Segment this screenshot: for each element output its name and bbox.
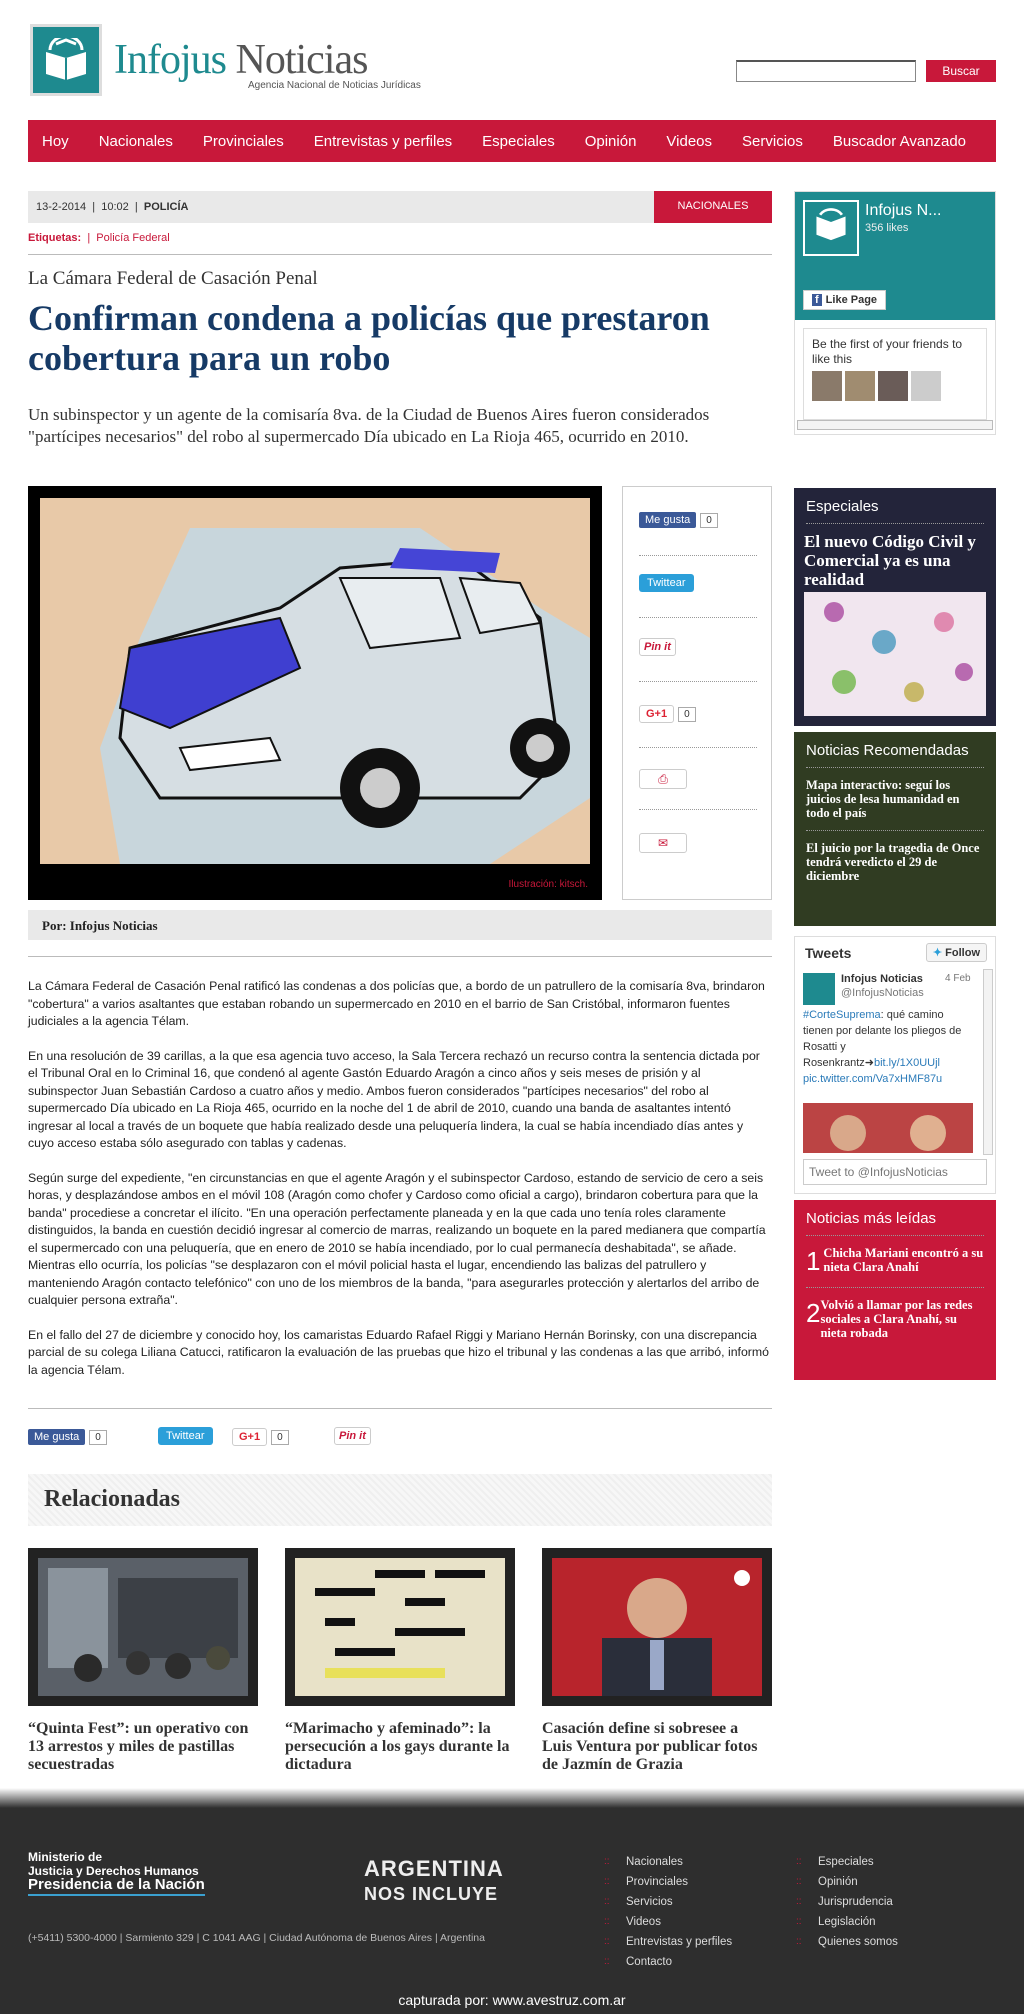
brand-title: Infojus Noticias — [114, 37, 368, 83]
article-body — [28, 978, 772, 1396]
ministry-logo[interactable]: Ministerio de Justicia y Derechos Humanos Presidencia de la Nación — [28, 1850, 205, 1896]
book-logo-icon — [805, 202, 857, 242]
footer-address: (+5411) 5300-4000 | Sarmiento 329 | C 1041 AAG | Ciudad Autónoma de Buenos Aires | Argentina — [28, 1932, 485, 1944]
tweet-pic-link[interactable]: pic.twitter.com/Va7xHMF87u — [803, 1073, 943, 1085]
email-icon[interactable]: ✉ — [639, 833, 687, 853]
article-tags: Etiquetas: | Policía Federal — [28, 232, 170, 244]
related-image[interactable] — [28, 1548, 258, 1706]
especiales-illustration — [804, 592, 986, 716]
hashtag-link[interactable]: #CorteSuprema — [803, 1009, 881, 1021]
fb-page-likes: 356 likes — [865, 222, 909, 234]
footer-link-entrevistas[interactable]: :: Entrevistas y perfiles — [626, 1936, 732, 1948]
tweet-text: #CorteSuprema: qué camino tienen por delante los pliegos de Rosatti y Rosenkrantz➜bit.ly/1X0UUjl pic.twitter.com/Va7xHMF87u — [803, 1009, 962, 1085]
avatar[interactable] — [812, 371, 842, 401]
body-paragraph: Según surge del expediente, "en circunstancias en que el agente Aragón y el subinspector Cardoso, estando de servicio de cero a seis horas, y desplazándose ambos en el móvil 108 (Aragón como chofer y Cardoso como oficial a cargo), brindaron cobertura para que la banda" procediese a concretar el ilícito. "En una operación perfectamente planeada y en la que cada uno tenía roles claramente distinguidos, la banda en cuestión decidió ingresar al comercio de marras, realizando un boquete en la pared medianera que compartía el supermercado con una peluquería, que en enero de 2010 se había incendiado, por lo cual permanecía deshabitada", se añade. Mientras ello ocurría, los policías "se desplazaron con el móvil policial hasta el lugar, encendiendo las balizas del patrullero y manteniendo Aragón contacto telefónico" con uno de los miembros de la banda, "para asegurarles protección y alertarlos del arribo de cualquier persona extraña". — [28, 1170, 766, 1307]
most-read-box — [794, 1200, 996, 1380]
category-badge[interactable]: NACIONALES — [654, 191, 772, 223]
most-read-item[interactable]: 2 Volvió a llamar por las redes sociales a Clara Anahí, su nieta robada — [806, 1298, 973, 1340]
footer — [0, 1808, 1024, 2014]
gplus-button[interactable]: G+1 — [639, 705, 674, 723]
gplus-button[interactable]: G+1 — [232, 1428, 267, 1446]
gplus-count: 0 — [271, 1430, 289, 1445]
related-photo-3 — [542, 1548, 772, 1706]
like-count: 0 — [89, 1430, 107, 1445]
divider — [28, 254, 772, 255]
twitter-bird-icon: ✦ — [932, 947, 943, 959]
tweet-user-name[interactable]: Infojus Noticias — [841, 973, 923, 985]
recommended-link[interactable]: El juicio por la tragedia de Once tendrá veredicto el 29 de diciembre — [806, 841, 980, 883]
avatar[interactable] — [878, 371, 908, 401]
article-kicker: La Cámara Federal de Casación Penal — [28, 268, 318, 289]
facebook-icon: f — [812, 294, 822, 306]
divider — [639, 809, 757, 810]
footer-link-videos[interactable]: :: Videos — [626, 1916, 661, 1928]
related-image[interactable] — [542, 1548, 772, 1706]
divider — [639, 617, 757, 618]
bottom-share-bar — [28, 1430, 772, 1454]
tweet-media-image[interactable] — [803, 1103, 973, 1153]
police-car-illustration — [40, 498, 590, 864]
related-image[interactable] — [285, 1548, 515, 1706]
book-logo-icon — [40, 38, 92, 82]
related-title-link[interactable]: “Quinta Fest”: un operativo con 13 arrestos y miles de pastillas secuestradas — [28, 1720, 249, 1773]
footer-link-legislacion[interactable]: :: Legislación — [818, 1916, 876, 1928]
fb-friend-avatars — [812, 371, 978, 401]
related-photo-2 — [285, 1548, 515, 1706]
avatar[interactable] — [911, 371, 941, 401]
related-heading: Relacionadas — [28, 1474, 772, 1526]
footer-shadow — [0, 1788, 1024, 1808]
facebook-like-button[interactable]: Me gusta — [28, 1429, 85, 1445]
footer-link-quienes-somos[interactable]: :: Quienes somos — [818, 1936, 898, 1948]
pinterest-button[interactable]: Pin it — [639, 638, 676, 656]
facebook-page-widget — [794, 191, 996, 435]
body-paragraph: En una resolución de 39 carillas, a la que esa agencia tuvo acceso, la Sala Tercera rechazó un recurso contra la sentencia dictada por el Tribunal Oral en lo Criminal 16, que condenó al agente Gastón Eduardo Aragón a cinco años y seis meses de prisión y al subinspector Juan Sebastián Cardoso a cuatro años y medio. Ambos fueron considerados "partícipes necesarios" del robo al supermercado Día ubicado en La Rioja 465, ocurrido en la noche del 1 de abril de 2010, cuando una banda de asaltantes intentó ingresar al local a través de un boquete que había realizado desde una peluquería lindera, la cual se había incendiado días antes y cuyo acceso estaba sólo asegurado con tablas y cadenas. — [28, 1048, 760, 1150]
facebook-like-button[interactable]: Me gusta — [639, 512, 696, 528]
nav-videos[interactable]: Videos — [666, 132, 713, 150]
tag-link[interactable]: Policía Federal — [96, 232, 170, 244]
divider — [639, 747, 757, 748]
especiales-box — [794, 488, 996, 726]
nav-especiales[interactable]: Especiales — [482, 132, 555, 150]
article-date-time: 13-2-2014 | 10:02 | POLICÍA — [36, 201, 189, 213]
most-read-item[interactable]: 1 Chicha Mariani encontró a su nieta Clara Anahí — [806, 1246, 984, 1276]
divider — [639, 555, 757, 556]
divider — [639, 681, 757, 682]
pinterest-button[interactable]: Pin it — [334, 1427, 371, 1445]
photo-credit: Ilustración: kitsch. — [508, 879, 588, 890]
footer-link-nacionales[interactable]: :: Nacionales — [626, 1856, 683, 1868]
footer-link-especiales[interactable]: :: Especiales — [818, 1856, 874, 1868]
gplus-count: 0 — [678, 707, 696, 722]
article-lead: Un subinspector y un agente de la comisaría 8va. de la Ciudad de Buenos Aires fueron considerados "partícipes necesarios" del robo al supermercado Día ubicado en La Rioja 465, ocurrido en 2010. — [28, 405, 710, 446]
most-read-heading: Noticias más leídas — [806, 1210, 937, 1227]
nav-servicios[interactable]: Servicios — [742, 132, 803, 150]
tweet-button[interactable]: Twittear — [639, 574, 694, 592]
like-count: 0 — [700, 513, 718, 528]
tweet-to-input[interactable]: Tweet to @InfojusNoticias — [803, 1159, 987, 1185]
especiales-story-link[interactable]: El nuevo Código Civil y Comercial ya es una realidad — [804, 532, 976, 589]
main-nav — [28, 120, 996, 162]
avatar[interactable] — [845, 371, 875, 401]
article-meta-bar — [28, 191, 772, 223]
related-photo-1 — [28, 1548, 258, 1706]
fb-like-page-button[interactable]: f Like Page — [803, 290, 886, 310]
article-title: Confirman condena a policías que prestaron cobertura para un robo — [28, 298, 710, 378]
avatar[interactable] — [803, 973, 835, 1005]
footer-link-contacto[interactable]: :: Contacto — [626, 1956, 672, 1968]
footer-link-provinciales[interactable]: :: Provinciales — [626, 1876, 688, 1888]
especiales-heading: Especiales — [806, 498, 879, 515]
divider — [28, 1408, 772, 1409]
tweet-date[interactable]: 4 Feb — [945, 973, 971, 984]
infojus-logo[interactable] — [30, 24, 102, 96]
tweet-button[interactable]: Twittear — [158, 1427, 213, 1445]
slogan-line-1: ARGENTINA — [364, 1856, 504, 1881]
article-author: Por: Infojus Noticias — [28, 910, 772, 940]
fb-page-name[interactable]: Infojus N... — [865, 202, 942, 219]
article-illustration — [28, 486, 602, 900]
facebook-page-cover — [795, 192, 995, 320]
capture-credit: capturada por: www.avestruz.com.ar — [398, 1992, 626, 2008]
recommended-link[interactable]: Mapa interactivo: seguí los juicios de lesa humanidad en todo el país — [806, 778, 960, 820]
body-paragraph: La Cámara Federal de Casación Penal ratificó las condenas a dos policías que, a bordo de un patrullero de la comisaría 8va, brindaron "cobertura" a varios asaltantes que estaban robando un supermercado en 2010 en el barrio de San Cristóbal, informaron fuentes judiciales a la agencia Télam. — [28, 979, 765, 1028]
page-avatar[interactable] — [803, 200, 859, 256]
follow-button[interactable]: ✦ Follow — [926, 943, 987, 962]
share-column — [622, 486, 772, 900]
footer-link-servicios[interactable]: :: Servicios — [626, 1896, 673, 1908]
slogan-line-2: NOS INCLUYE — [364, 1884, 499, 1904]
search-input[interactable] — [736, 60, 916, 82]
twitter-widget — [794, 936, 996, 1194]
nav-buscador-avanzado[interactable]: Buscador Avanzado — [832, 132, 967, 150]
footer-link-jurisprudencia[interactable]: :: Jurisprudencia — [818, 1896, 893, 1908]
body-paragraph: En el fallo del 27 de diciembre y conocido hoy, los camaristas Eduardo Rafael Riggi y Mariano Hernán Borinsky, con una discrepancia parcial de su colega Liliana Catucci, ratificaron la evaluación de las pruebas que hizo el tribunal y las condenas a las que arribó, informó la agencia Télam. — [28, 1327, 769, 1377]
tweet-photo — [803, 1103, 973, 1153]
brand-subtitle: Agencia Nacional de Noticias Jurídicas — [248, 80, 421, 91]
footer-link-opinion[interactable]: :: Opinión — [818, 1876, 858, 1888]
related-title-link[interactable]: “Marimacho y afeminado”: la persecución a los gays durante la dictadura — [285, 1720, 510, 1773]
search-button[interactable]: Buscar — [926, 60, 996, 82]
divider — [28, 956, 772, 957]
tweet-handle: @InfojusNoticias — [841, 987, 924, 999]
nav-hoy[interactable]: Hoy — [42, 132, 69, 150]
tweets-heading: Tweets — [805, 945, 852, 961]
nav-nacionales[interactable]: Nacionales — [98, 132, 173, 150]
recommended-box — [794, 732, 996, 926]
vertical-scrollbar[interactable] — [983, 969, 993, 1155]
nav-entrevistas[interactable]: Entrevistas y perfiles — [313, 132, 453, 150]
related-title-link[interactable]: Casación define si sobresee a Luis Ventura por publicar fotos de Jazmín de Grazia — [542, 1720, 758, 1773]
especiales-image[interactable] — [804, 592, 986, 716]
horizontal-scrollbar[interactable] — [797, 420, 993, 430]
recommended-heading: Noticias Recomendadas — [806, 742, 969, 759]
nav-provinciales[interactable]: Provinciales — [202, 132, 284, 150]
nav-opinion[interactable]: Opinión — [584, 132, 637, 150]
print-icon[interactable]: ⎙ — [639, 769, 687, 789]
tweet-link[interactable]: bit.ly/1X0UUjl — [873, 1057, 940, 1069]
fb-friends-text: Be the first of your friends to like this — [812, 337, 963, 366]
